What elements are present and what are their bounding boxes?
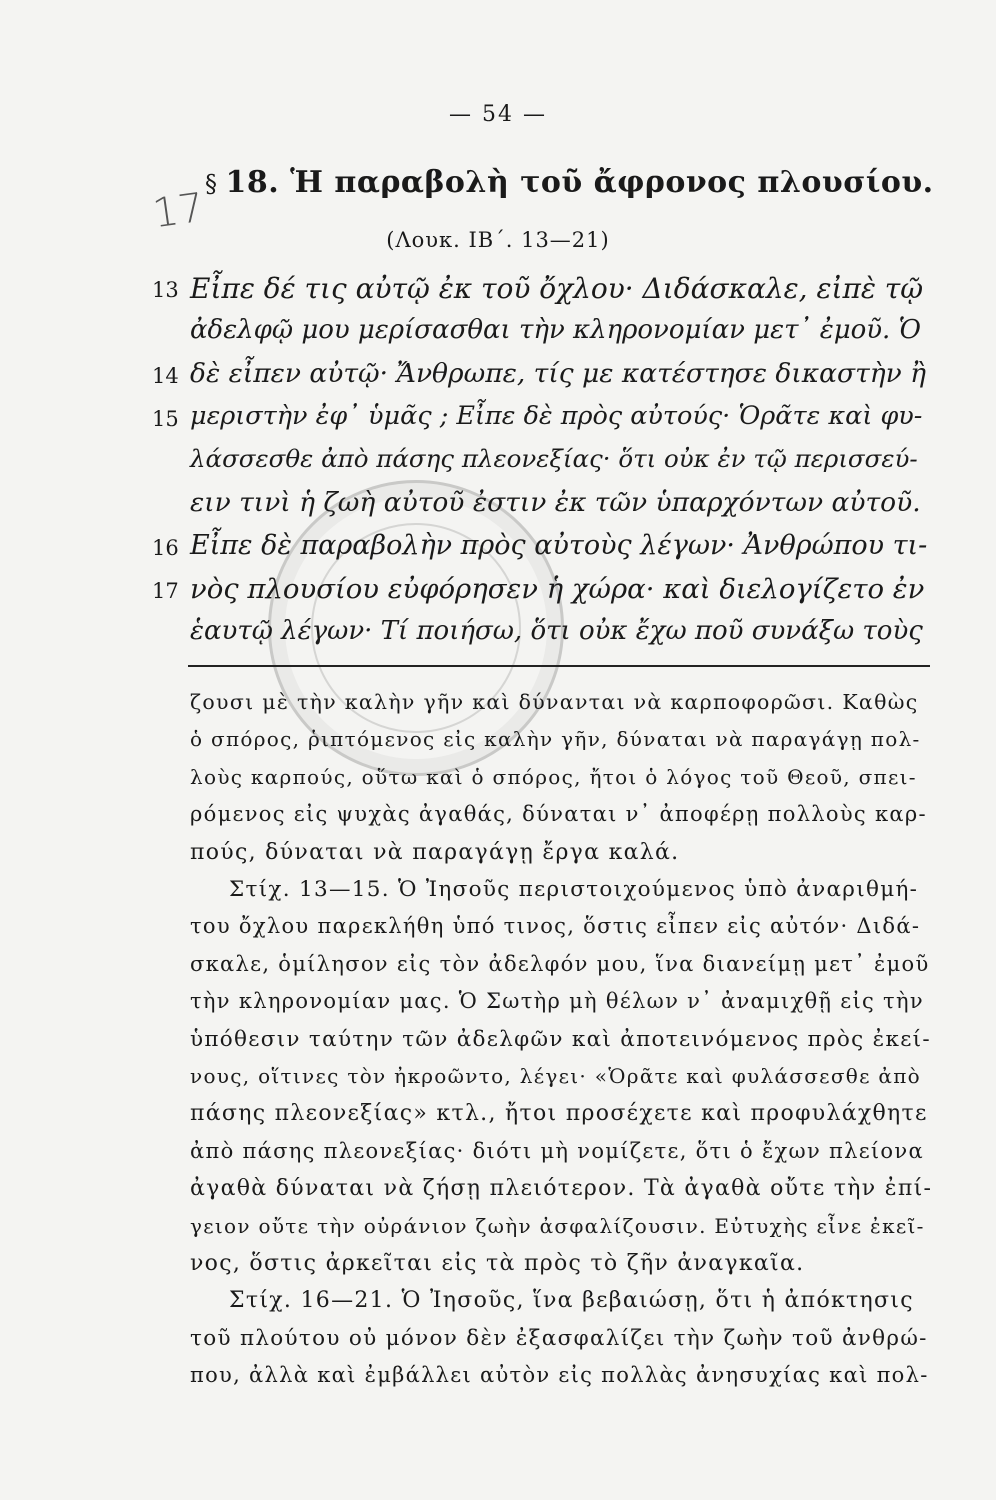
scripture-line-text: δὲ εἶπεν αὐτῷ· Ἄνθρωπε, τίς με κατέστησε δικαστὴν ἢ [190,358,927,389]
scripture-line-text: μεριστὴν ἐφ᾽ ὑμᾶς ; Εἶπε δὲ πρὸς αὐτούς· Ὁρᾶτε καὶ φυ- [190,401,923,431]
scripture-line [152,573,930,605]
section-sign: § [205,170,218,198]
scripture-line [190,616,930,646]
divider-rule [188,665,930,667]
scripture-line [190,315,930,345]
commentary-line: ὑπόθεσιν ταύτην τῶν ἀδελφῶν καὶ ἀποτεινόμενος πρὸς ἐκεί- [190,1026,931,1052]
verse-number: 15 [152,407,179,431]
scripture-line-text: νὸς πλουσίου εὐφόρησεν ἡ χώρα· καὶ διελογίζετο ἐν [190,573,925,605]
section-title: 18. Ἡ παραβολὴ τοῦ ἄφρονος πλουσίου. [225,165,934,200]
commentary-line: γειον οὔτε τὴν οὐράνιον ζωὴν ἀσφαλίζουσιν. Εὐτυχὴς εἶνε ἐκεῖ- [190,1213,925,1238]
section-heading [205,165,934,200]
scripture-line-text: ἀδελφῷ μου μερίσασθαι τὴν κληρονομίαν μετ᾽ ἐμοῦ. Ὁ [190,315,921,345]
commentary-line: ρόμενος εἰς ψυχὰς ἀγαθάς, δύναται ν᾽ ἀποφέρῃ πολλοὺς καρ- [190,802,927,827]
commentary-line: ζουσι μὲ τὴν καλὴν γῆν καὶ δύνανται νὰ καρποφορῶσι. Καθὼς [190,690,919,714]
commentary-line: σκαλε, ὁμίλησον εἰς τὸν ἀδελφόν μου, ἵνα διανείμῃ μετ᾽ ἐμοῦ [190,951,930,976]
verse-number: 14 [152,364,179,388]
scripture-line-text: Εἶπε δέ τις αὐτῷ ἐκ τοῦ ὄχλου· Διδάσκαλε, εἰπὲ τῷ [190,272,924,305]
verse-number: 17 [152,579,179,603]
commentary-line: Στίχ. 16—21. Ὁ Ἰησοῦς, ἵνα βεβαιώσῃ, ὅτι ἡ ἀπόκτησις [229,1288,914,1314]
page-number: — 54 — [449,102,547,127]
scripture-line-text: Εἶπε δὲ παραβολὴν πρὸς αὐτοὺς λέγων· Ἀνθρώπου τι- [190,530,928,561]
commentary-line: τοῦ πλούτου οὐ μόνον δὲν ἐξασφαλίζει τὴν ζωὴν τοῦ ἀνθρώ- [190,1325,928,1351]
verse-number: 13 [152,278,179,302]
commentary-line: του ὄχλου παρεκλήθη ὑπό τινος, ὅστις εἶπεν εἰς αὐτόν· Διδά- [190,914,921,939]
verse-number: 16 [152,536,179,560]
commentary-line: λοὺς καρπούς, οὕτω καὶ ὁ σπόρος, ἤτοι ὁ λόγος τοῦ Θεοῦ, σπει- [190,764,917,789]
commentary-line: πάσης πλεονεξίας» κτλ., ἤτοι προσέχετε καὶ προφυλάχθητε [190,1101,928,1127]
commentary-line: ἀπὸ πάσης πλεονεξίας· διότι μὴ νομίζετε, ὅτι ὁ ἔχων πλείονα [190,1138,924,1163]
scripture-line [152,401,930,431]
commentary-line: τὴν κληρονομίαν μας. Ὁ Σωτὴρ μὴ θέλων ν᾽ ἀναμιχθῇ εἰς τὴν [190,989,924,1014]
scripture-line [152,530,930,561]
commentary-line: που, ἀλλὰ καὶ ἐμβάλλει αὐτὸν εἰς πολλὰς ἀνησυχίας καὶ πολ- [190,1363,929,1388]
scripture-line [190,487,930,518]
commentary-line: Στίχ. 13—15. Ὁ Ἰησοῦς περιστοιχούμενος ὑπὸ ἀναριθμή- [229,877,919,902]
scripture-reference: (Λουκ. ΙΒ΄. 13—21) [386,228,610,252]
margin-pencil-mark: 17 [150,184,207,238]
commentary-line: ὁ σπόρος, ῥιπτόμενος εἰς καλὴν γῆν, δύναται νὰ παραγάγῃ πολ- [190,727,921,752]
commentary-line: νους, οἵτινες τὸν ἠκροῶντο, λέγει· «Ὁρᾶτε καὶ φυλάσσεσθε ἀπὸ [190,1064,922,1088]
scripture-line-text: ἑαυτῷ λέγων· Τί ποιήσω, ὅτι οὐκ ἔχω ποῦ συνάξω τοὺς [190,616,923,646]
commentary-line: νος, ὅστις ἀρκεῖται εἰς τὰ πρὸς τὸ ζῆν ἀναγκαῖα. [190,1251,805,1276]
scripture-line [152,358,930,389]
scripture-line [190,444,930,473]
scripture-line-text: λάσσεσθε ἀπὸ πάσης πλεονεξίας· ὅτι οὐκ ἐν τῷ περισσεύ- [190,444,918,473]
commentary-line: πούς, δύναται νὰ παραγάγῃ ἔργα καλά. [190,839,680,865]
scripture-line-text: ειν τινὶ ἡ ζωὴ αὐτοῦ ἐστιν ἐκ τῶν ὑπαρχόντων αὐτοῦ. [190,487,921,518]
commentary-line: ἀγαθὰ δύναται νὰ ζήσῃ πλειότερον. Τὰ ἀγαθὰ οὔτε τὴν ἐπί- [190,1176,933,1202]
scripture-line [152,272,930,305]
